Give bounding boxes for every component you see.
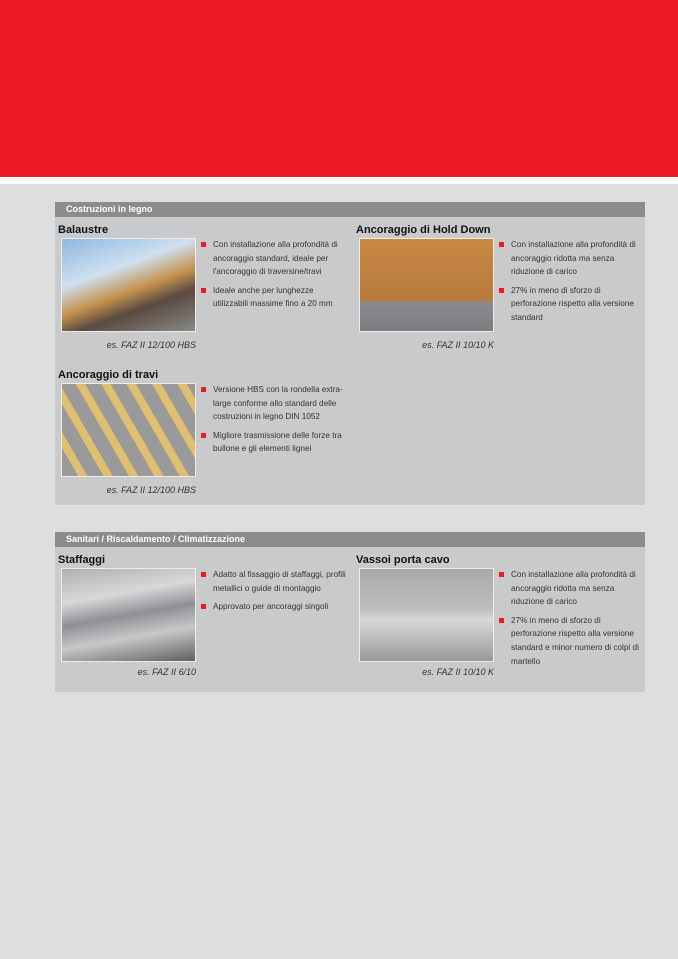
bullet: Approvato per ancoraggi singoli xyxy=(201,600,349,614)
beam-photo xyxy=(61,383,196,477)
item-balaustre xyxy=(58,224,348,350)
item-caption: es. FAZ II 6/10 xyxy=(137,667,196,677)
section-hvac xyxy=(55,532,645,692)
item-cable-trays xyxy=(356,554,646,677)
item-caption: es. FAZ II 12/100 HBS xyxy=(106,485,196,495)
section-wood-construction xyxy=(55,202,645,505)
item-caption: es. FAZ II 10/10 K xyxy=(422,667,494,677)
item-title: Ancoraggio di Hold Down xyxy=(356,224,491,236)
bullet: Migliore trasmissione delle forze tra bullone e gli elementi lignei xyxy=(201,429,349,456)
bullet: 27% in meno di sforzo di perforazione rispetto alla versione standard xyxy=(499,284,647,325)
red-header-band xyxy=(0,0,678,177)
pipes-photo xyxy=(61,568,196,662)
bullet: Con installazione alla profondità di ancoraggio standard, ideale per l'ancoraggio di traversine/travi xyxy=(201,238,349,279)
bullet-list xyxy=(201,238,349,316)
item-beam-anchoring xyxy=(58,369,348,495)
bullet: 27% in meno di sforzo di perforazione rispetto alla versione standard e minor numero di colpi di martello xyxy=(499,614,647,668)
bullet-list xyxy=(201,383,349,461)
item-title: Balaustre xyxy=(58,224,109,236)
hold-down-photo xyxy=(359,238,494,332)
section-header: Costruzioni in legno xyxy=(55,202,645,217)
bullet-list xyxy=(201,568,349,619)
bullet-list xyxy=(499,238,647,330)
item-hold-down xyxy=(356,224,646,350)
bullet: Con installazione alla profondità di ancoraggio ridotta ma senza riduzione di carico xyxy=(499,238,647,279)
bullet: Con installazione alla profondità di ancoraggio ridotta ma senza riduzione di carico xyxy=(499,568,647,609)
item-title: Staffaggi xyxy=(58,554,106,566)
item-title: Vassoi porta cavo xyxy=(356,554,450,566)
item-staffaggi xyxy=(58,554,348,677)
item-caption: es. FAZ II 12/100 HBS xyxy=(106,340,196,350)
item-title: Ancoraggio di travi xyxy=(58,369,159,381)
balaustre-photo xyxy=(61,238,196,332)
cable-tray-photo xyxy=(359,568,494,662)
bullet-list xyxy=(499,568,647,673)
bullet: Versione HBS con la rondella extra-large conforme allo standard delle costruzioni in legno DIN 1052 xyxy=(201,383,349,424)
item-caption: es. FAZ II 10/10 K xyxy=(422,340,494,350)
white-divider xyxy=(0,177,678,184)
bullet: Ideale anche per lunghezze utilizzabili massime fino a 20 mm xyxy=(201,284,349,311)
section-header: Sanitari / Riscaldamento / Climatizzazione xyxy=(55,532,645,547)
bullet: Adatto al fissaggio di staffaggi, profili metallici o guide di montaggio xyxy=(201,568,349,595)
